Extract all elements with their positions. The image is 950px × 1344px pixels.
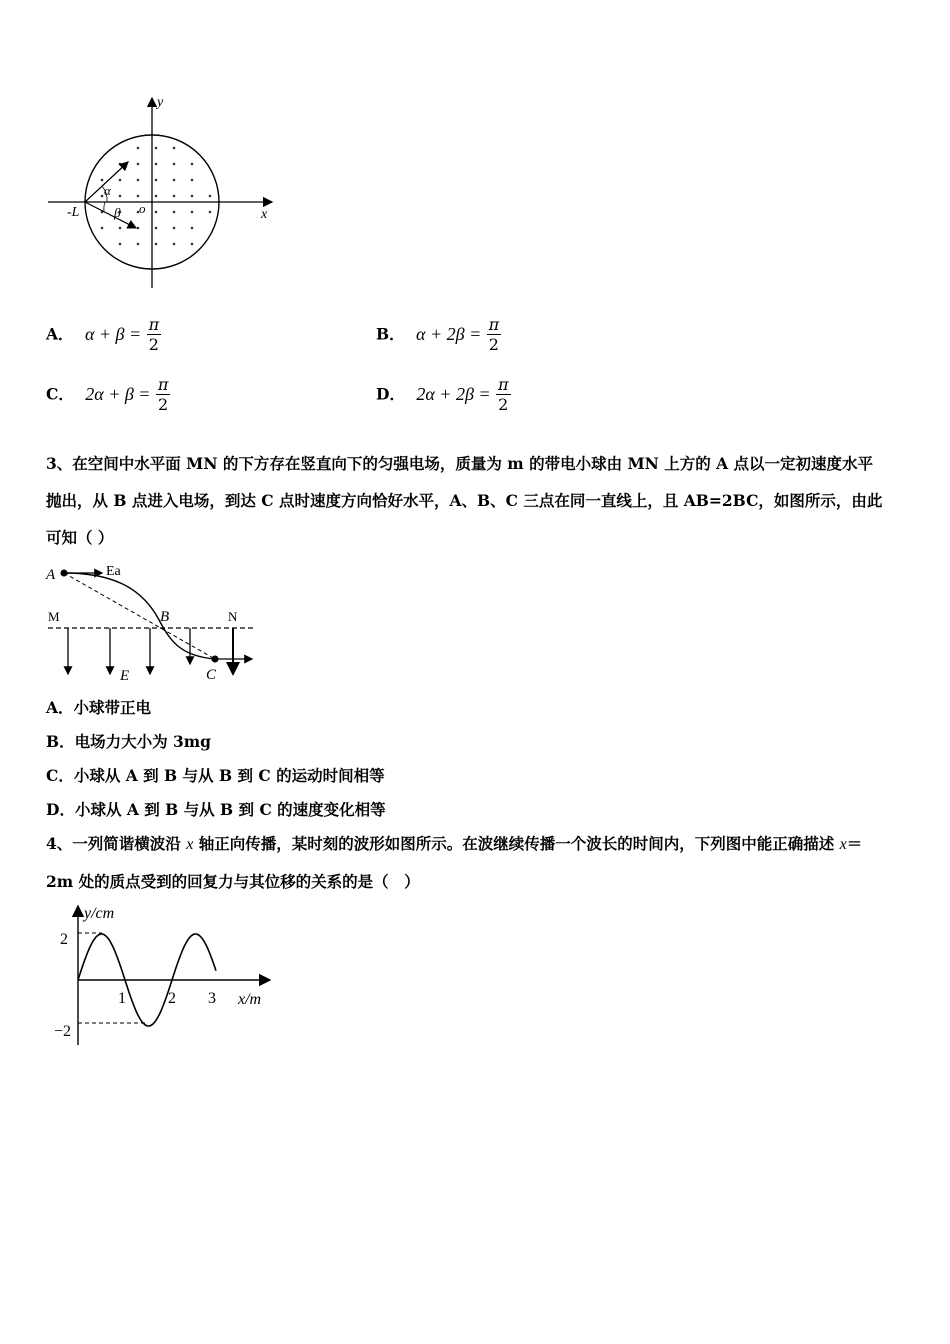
left-point-label: -L — [67, 205, 80, 220]
field-dot — [173, 179, 176, 182]
question-4-line1: 4、一列简谐横波沿 x 轴正向传播，某时刻的波形如图所示。在波继续传播一个波长的时间内，下列图中能正确描述 x＝ — [46, 834, 863, 853]
question-3-line2: 抛出，从 B 点进入电场，到达 C 点时速度方向恰好水平，A、B、C 三点在同一直线上，且 AB=2BC，如图所示，由此 — [46, 491, 883, 510]
option-d — [376, 376, 511, 415]
field-dot — [101, 179, 104, 182]
field-dot — [155, 195, 158, 198]
field-dot — [119, 179, 122, 182]
alpha-label: α — [104, 183, 111, 198]
option-equation: α + 2β = — [416, 323, 482, 344]
fraction: $\frac{\pi}{2}$ — [488, 315, 500, 354]
option-equation: 2α + 2β = — [416, 383, 491, 404]
field-dot — [173, 211, 176, 214]
fraction: $\frac{\pi}{2}$ — [157, 375, 169, 414]
q3-option-d: D．小球从 A 到 B 与从 B 到 C 的速度变化相等 — [46, 800, 386, 819]
field-dot — [101, 195, 104, 198]
option-letter: A． — [46, 324, 74, 344]
label-m: M — [48, 609, 60, 624]
label-c: C — [206, 667, 217, 683]
field-dot — [155, 147, 158, 150]
question-3-line3: 可知（ ） — [46, 528, 114, 547]
fraction: $\frac{\pi}{2}$ — [497, 375, 509, 414]
y-axis-label: y — [157, 95, 164, 110]
option-a — [46, 316, 161, 355]
velocity-arrow-down — [85, 202, 136, 228]
field-dot — [137, 195, 140, 198]
label-b: B — [160, 609, 170, 625]
option-letter: C． — [46, 384, 74, 404]
x-axis-label: x/m — [238, 991, 262, 1008]
field-dot — [173, 227, 176, 230]
option-b — [376, 316, 501, 355]
field-dot — [137, 227, 140, 230]
q3-option-b: B．电场力大小为 3mg — [46, 732, 212, 751]
q3-option-c: C．小球从 A 到 B 与从 B 到 C 的运动时间相等 — [46, 766, 385, 785]
x-tick-3: 3 — [208, 990, 216, 1007]
field-dot — [191, 243, 194, 246]
origin-label: o — [139, 201, 146, 216]
field-dot — [191, 227, 194, 230]
field-dot — [173, 195, 176, 198]
y-axis-label: y/cm — [84, 905, 115, 922]
field-dot — [137, 243, 140, 246]
option-equation: α + β = — [84, 323, 142, 344]
wave-figure — [48, 900, 288, 1050]
question-3-line1: 3、在空间中水平面 MN 的下方存在竖直向下的匀强电场，质量为 m 的带电小球由 MN 上方的 A 点以一定初速度水平 — [46, 454, 874, 473]
question-4 — [46, 825, 916, 900]
q3-option-a: A．小球带正电 — [46, 698, 152, 717]
field-dot — [209, 211, 212, 214]
field-dots — [101, 147, 212, 246]
x-tick-1: 1 — [118, 990, 126, 1007]
field-dot — [191, 163, 194, 166]
x-tick-2: 2 — [168, 990, 176, 1007]
field-dot — [119, 227, 122, 230]
field-dot — [173, 147, 176, 150]
field-dot — [155, 163, 158, 166]
label-ea: Ea — [106, 564, 121, 579]
option-c — [46, 376, 170, 415]
field-dot — [209, 195, 212, 198]
field-dot — [191, 179, 194, 182]
magnetic-field-figure — [40, 92, 280, 292]
label-a: A — [46, 567, 56, 583]
fraction: $\frac{\pi}{2}$ — [148, 315, 160, 354]
beta-arc — [104, 202, 105, 211]
option-letter: D． — [376, 384, 405, 404]
field-dot — [155, 211, 158, 214]
field-dot — [155, 243, 158, 246]
field-dot — [155, 227, 158, 230]
beta-label: β — [114, 205, 121, 220]
question-3 — [46, 445, 916, 556]
y-tick-top: 2 — [60, 931, 68, 948]
field-dot — [173, 243, 176, 246]
label-n: N — [228, 609, 238, 624]
abc-dashed-line — [64, 573, 215, 659]
option-letter: B． — [376, 324, 405, 344]
field-dot — [119, 163, 122, 166]
field-dot — [137, 163, 140, 166]
projectile-figure — [40, 556, 270, 686]
point-c — [212, 656, 219, 663]
y-tick-bottom: −2 — [54, 1023, 72, 1040]
field-dot — [137, 147, 140, 150]
field-dot — [155, 179, 158, 182]
field-dot — [191, 211, 194, 214]
field-dot — [173, 163, 176, 166]
field-dot — [137, 179, 140, 182]
field-dot — [101, 227, 104, 230]
question-4-line2: 2m 处的质点受到的回复力与其位移的关系的是（ ） — [46, 872, 420, 891]
field-dot — [119, 243, 122, 246]
x-axis-label: x — [261, 207, 268, 222]
option-equation: 2α + β = — [85, 383, 151, 404]
field-dot — [119, 195, 122, 198]
point-a — [61, 570, 68, 577]
field-dot — [191, 195, 194, 198]
label-e: E — [120, 668, 130, 684]
